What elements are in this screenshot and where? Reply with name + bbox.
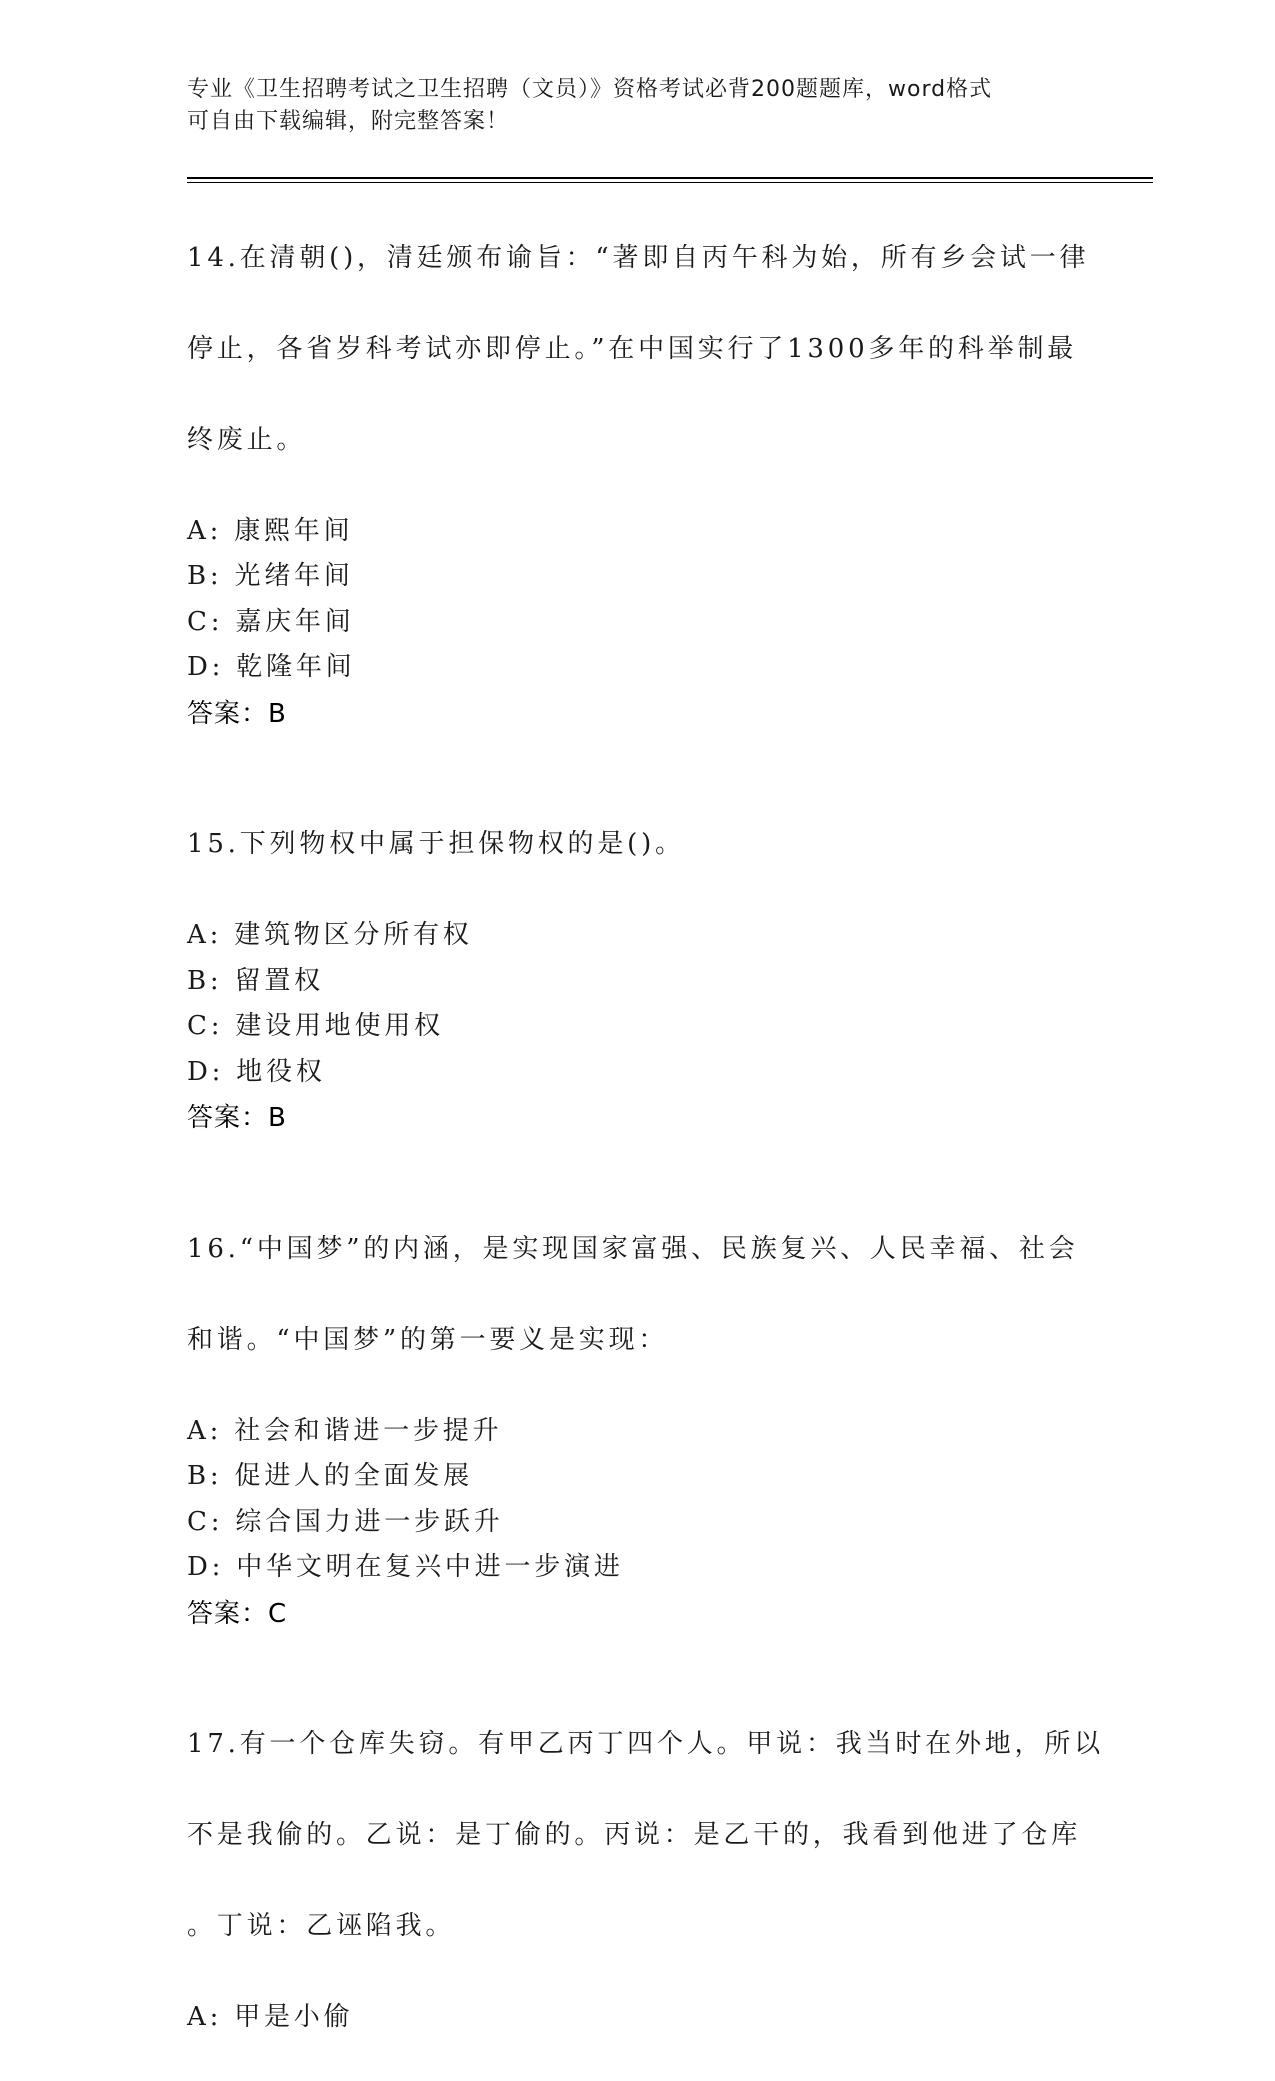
stem-line: 14.在清朝()，清廷颁布谕旨：“著即自丙午科为始，所有乡会试一律 <box>187 242 1090 273</box>
question-14 <box>187 190 1090 737</box>
option-d: D: 地役权 <box>187 1056 326 1087</box>
header-line-2: 可自由下载编辑，附完整答案！ <box>187 109 510 134</box>
option-b: B: 光绪年间 <box>187 561 354 591</box>
option-d: D: 乾隆年间 <box>187 652 356 682</box>
question-list <box>187 190 1104 2081</box>
answer-line: 答案：C <box>187 1598 288 1629</box>
question-16 <box>187 1181 1087 1637</box>
stem-line: 16.“中国梦”的内涵，是实现国家富强、民族复兴、人民幸福、社会 <box>187 1233 1079 1264</box>
document-header <box>187 74 1067 138</box>
stem-line: 不是我偷的。乙说：是丁偷的。丙说：是乙干的，我看到他进了仓库 <box>187 1820 1082 1850</box>
stem-line: 。丁说：乙诬陷我。 <box>187 1911 456 1941</box>
option-a: A: 康熙年间 <box>187 515 354 546</box>
header-divider-bottom <box>187 182 1153 183</box>
answer-line: 答案：B <box>187 698 287 729</box>
option-a: A: 甲是小偷 <box>187 2002 354 2032</box>
stem-line: 停止，各省岁科考试亦即停止。”在中国实行了1300多年的科举制最 <box>187 333 1078 364</box>
stem-line: 15.下列物权中属于担保物权的是()。 <box>187 829 685 859</box>
question-stem <box>187 1181 1087 1409</box>
option-a: A: 社会和谐进一步提升 <box>187 1415 503 1446</box>
question-17 <box>187 1677 1104 2041</box>
stem-line: 和谐。“中国梦”的第一要义是实现： <box>187 1324 669 1355</box>
question-stem <box>187 1677 1104 1996</box>
option-b: B: 留置权 <box>187 965 324 996</box>
header-divider-top <box>187 177 1153 179</box>
question-15 <box>187 777 1087 1142</box>
answer-line: 答案：B <box>187 1103 287 1133</box>
option-c: C: 建设用地使用权 <box>187 1011 444 1041</box>
option-a: A: 建筑物区分所有权 <box>187 920 473 950</box>
option-c: C: 综合国力进一步跃升 <box>187 1506 504 1537</box>
option-b: B: 促进人的全面发展 <box>187 1461 473 1491</box>
question-stem <box>187 777 1087 914</box>
option-d: D: 中华文明在复兴中进一步演进 <box>187 1552 624 1582</box>
header-line-1: 专业《卫生招聘考试之卫生招聘（文员）》资格考试必背200题题库，word格式 <box>187 77 993 102</box>
option-c: C: 嘉庆年间 <box>187 606 355 637</box>
stem-line: 17.有一个仓库失窃。有甲乙丙丁四个人。甲说：我当时在外地，所以 <box>187 1729 1104 1759</box>
stem-line: 终废止。 <box>187 424 307 455</box>
question-stem <box>187 190 1090 509</box>
